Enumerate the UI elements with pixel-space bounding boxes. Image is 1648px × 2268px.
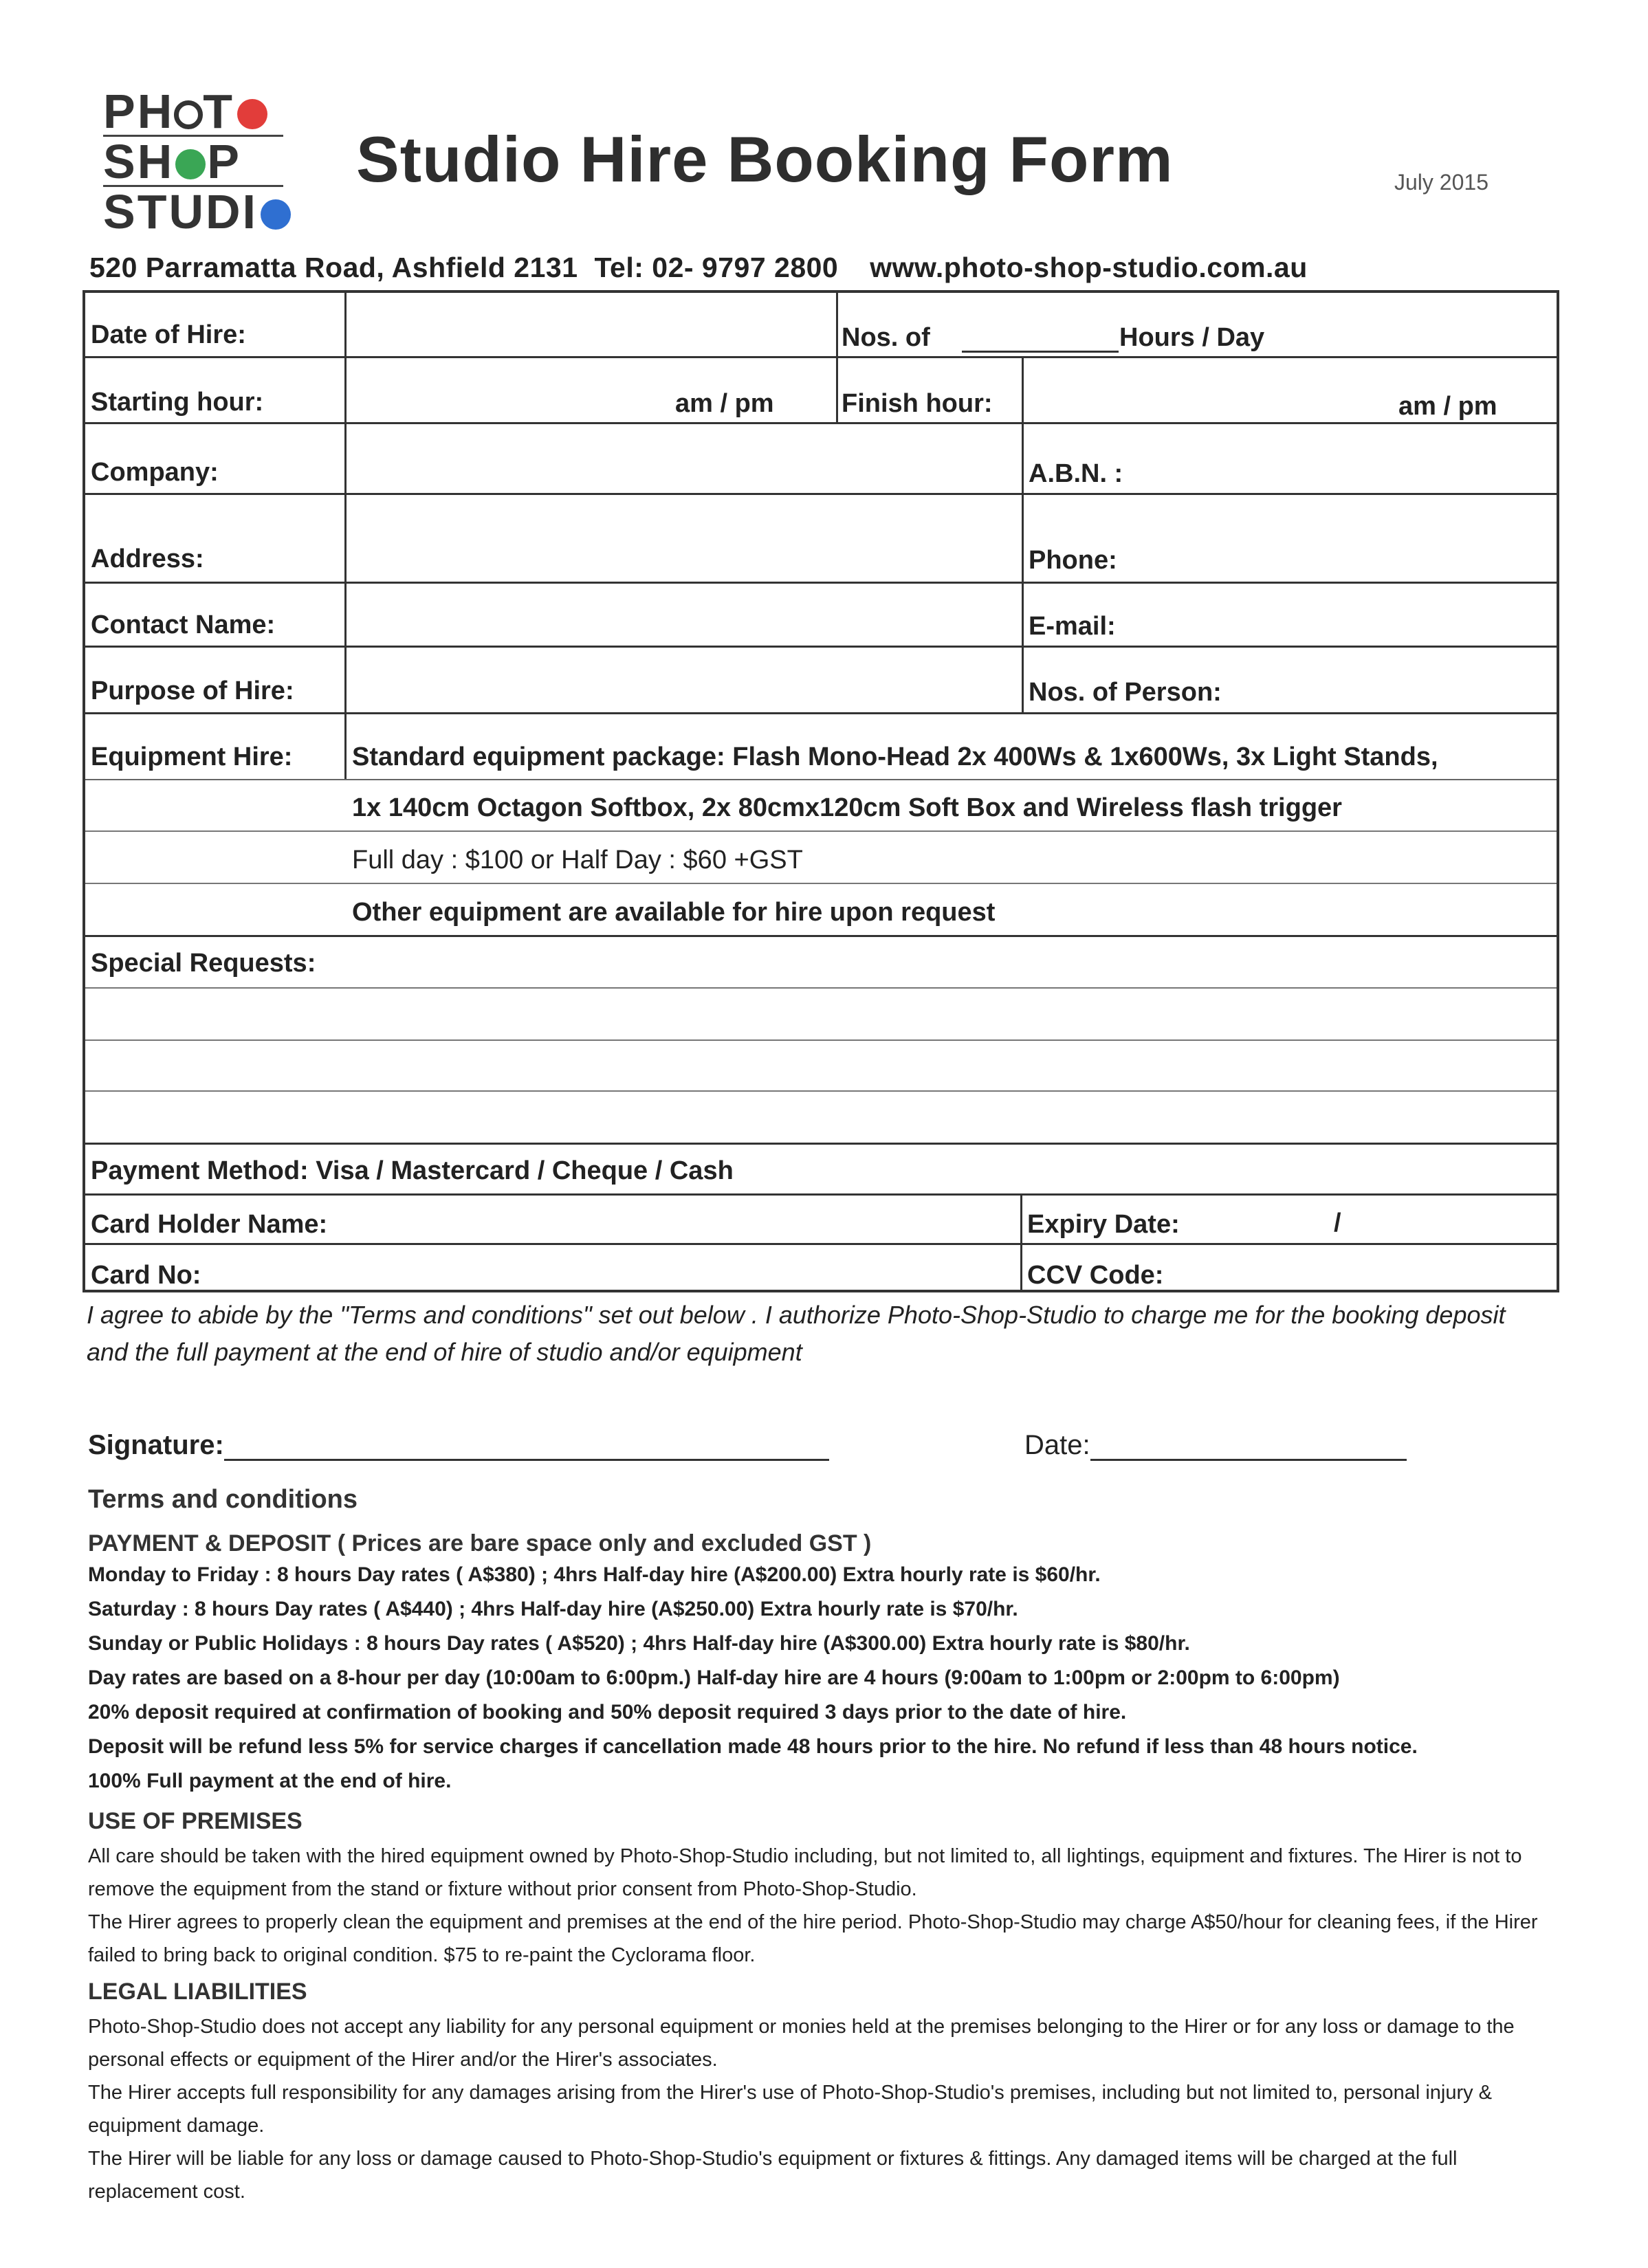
col-divider (344, 293, 347, 779)
use-of-premises-heading: USE OF PREMISES (88, 1808, 303, 1834)
start-ampm-label: am / pm (675, 389, 774, 418)
logo-text-studi: STUDI (103, 185, 258, 239)
row-divider-thin (85, 779, 1557, 780)
row-divider (85, 582, 1557, 584)
red-dot-icon (237, 99, 267, 129)
abn-label: A.B.N. : (1029, 459, 1123, 488)
equipment-line: Other equipment are available for hire upon request (352, 898, 996, 927)
card-holder-label: Card Holder Name: (91, 1210, 328, 1239)
col-divider (1022, 422, 1024, 712)
row-divider-thin (85, 883, 1557, 884)
nos-person-label: Nos. of Person: (1029, 678, 1222, 707)
date-of-hire-label: Date of Hire: (91, 320, 246, 349)
contact-name-field[interactable] (348, 584, 1019, 645)
equipment-line: Standard equipment package: Flash Mono-Head 2x 400Ws & 1x600Ws, 3x Light Stands, (352, 742, 1438, 771)
logo-text-p: P (207, 135, 241, 188)
signature-row (88, 1430, 829, 1461)
row-divider (85, 1243, 1557, 1245)
studio-logo (103, 85, 289, 239)
payment-term-line: Day rates are based on a 8-hour per day (10:00am to 6:00pm.) Half-day hire are 4 hours (9:00am to 1:00pm or 2:00pm to 6:00pm) (88, 1666, 1340, 1689)
nos-of-label: Nos. of (842, 323, 930, 352)
col-divider (1020, 1193, 1022, 1290)
starting-hour-label: Starting hour: (91, 388, 264, 417)
finish-hour-field[interactable] (1026, 359, 1438, 421)
expiry-slash: / (1334, 1209, 1341, 1237)
legal-paragraph: The Hirer will be liable for any loss or damage caused to Photo-Shop-Studio's equipment or fixtures & fittings. Any damaged items will be charged at the full replacement cost. (88, 2148, 1458, 2203)
equipment-hire-label: Equipment Hire: (91, 742, 293, 771)
studio-address: 520 Parramatta Road, Ashfield 2131 (89, 252, 578, 283)
purpose-of-hire-label: Purpose of Hire: (91, 676, 294, 705)
ccv-label: CCV Code: (1027, 1261, 1164, 1290)
row-divider (85, 935, 1557, 937)
legal-paragraph: Photo-Shop-Studio does not accept any liability for any personal equipment or monies held at the premises belonging to the Hirer or for any loss or damage to the personal effects or equipment of the Hirer and/or the Hirer's associates. (88, 2016, 1515, 2071)
payment-term-line: 20% deposit required at confirmation of booking and 50% deposit required 3 days prior to the date of hire. (88, 1701, 1127, 1724)
card-holder-field[interactable] (395, 1196, 1013, 1242)
expiry-date-label: Expiry Date: (1027, 1210, 1180, 1239)
studio-address-line (89, 252, 1324, 284)
agreement-text: I agree to abide by the "Terms and conditions" set out below . I authorize Photo-Shop-Studio to charge me for the booking deposit and the full payment at the end of hire of studio and/or equipment (87, 1301, 1506, 1366)
row-divider (85, 1143, 1557, 1145)
row-divider (85, 422, 1557, 424)
row-divider-thin (85, 830, 1557, 832)
payment-deposit-heading: PAYMENT & DEPOSIT ( Prices are bare space only and excluded GST ) (88, 1530, 872, 1556)
payment-term-line: Deposit will be refund less 5% for service charges if cancellation made 48 hours prior to the hire. No refund if less than 48 hours notice. (88, 1735, 1418, 1758)
company-label: Company: (91, 458, 219, 487)
legal-liabilities-heading: LEGAL LIABILITIES (88, 1979, 307, 2005)
ccv-field[interactable] (1185, 1246, 1550, 1290)
equipment-price-line: Full day : $100 or Half Day : $60 +GST (352, 846, 803, 874)
purpose-of-hire-field[interactable] (348, 648, 1019, 711)
legal-terms (88, 2010, 1546, 2208)
date-line[interactable] (1090, 1431, 1407, 1461)
special-requests-label: Special Requests: (91, 949, 316, 978)
card-no-field[interactable] (209, 1246, 1013, 1290)
address-label: Address: (91, 544, 204, 573)
finish-hour-label: Finish hour: (842, 389, 993, 418)
logo-line-studio (103, 185, 289, 239)
logo-text-ph: PH (103, 85, 175, 138)
expiry-date-field[interactable] (1185, 1196, 1550, 1242)
special-requests-field[interactable] (85, 938, 1557, 1141)
logo-line-photo (103, 85, 289, 138)
logo-text-sh: SH (103, 135, 175, 188)
email-label: E-mail: (1029, 612, 1116, 641)
hours-per-day-field[interactable] (962, 323, 1119, 353)
signature-line[interactable] (224, 1431, 829, 1461)
phone-field[interactable] (1130, 496, 1550, 580)
date-label: Date: (1024, 1430, 1090, 1460)
payment-method-label: Payment Method: Visa / Mastercard / Cheque / Cash (91, 1156, 734, 1185)
blue-dot-icon (261, 199, 291, 230)
finish-ampm-label: am / pm (1398, 392, 1497, 421)
premises-paragraph: All care should be taken with the hired equipment owned by Photo-Shop-Studio including, but not limited to, all lightings, equipment and fixtures. The Hirer is not to remove the equipment from the stand or fixture without prior consent from Photo-Shop-Studio. (88, 1845, 1522, 1900)
terms-heading: Terms and conditions (88, 1485, 358, 1514)
contact-name-label: Contact Name: (91, 610, 276, 639)
nos-person-field[interactable] (1247, 648, 1550, 711)
payment-term-line: Saturday : 8 hours Day rates ( A$440) ; 4hrs Half-day hire (A$250.00) Extra hourly rate is $70/hr. (88, 1598, 1018, 1620)
starting-hour-field[interactable] (348, 359, 705, 421)
row-divider (85, 712, 1557, 714)
logo-line-shop (103, 135, 289, 188)
logo-text-t: T (203, 85, 235, 138)
form-version-date: July 2015 (1394, 170, 1488, 195)
row-divider (85, 1193, 1557, 1196)
studio-website: www.photo-shop-studio.com.au (870, 252, 1308, 283)
page-title: Studio Hire Booking Form (356, 123, 1174, 195)
payment-term-line: Sunday or Public Holidays : 8 hours Day rates ( A$520) ; 4hrs Half-day hire (A$300.00) Extra hourly rate is $80/hr. (88, 1632, 1190, 1655)
logo-o-ring (174, 100, 203, 129)
green-dot-icon (175, 149, 206, 179)
date-of-hire-field[interactable] (348, 293, 833, 355)
card-no-label: Card No: (91, 1261, 201, 1290)
payment-term-line: Monday to Friday : 8 hours Day rates ( A$380) ; 4hrs Half-day hire (A$200.00) Extra hourly rate is $60/hr. (88, 1563, 1101, 1586)
legal-paragraph: The Hirer accepts full responsibility for any damages arising from the Hirer's use of Photo-Shop-Studio's premises, including but not limited to, personal injury & equipment damage. (88, 2082, 1493, 2137)
payment-term-line: 100% Full payment at the end of hire. (88, 1770, 452, 1792)
row-divider (85, 356, 1557, 358)
signature-label: Signature: (88, 1430, 224, 1460)
premises-paragraph: The Hirer agrees to properly clean the equipment and premises at the end of the hire period. Photo-Shop-Studio may charge A$50/hour for cleaning fees, if the Hirer failed to bring back to original condition. $75 to re-paint the Cyclorama floor. (88, 1911, 1538, 1966)
date-row (1024, 1430, 1407, 1461)
premises-terms (88, 1840, 1546, 1972)
hours-day-label: Hours / Day (1119, 323, 1265, 352)
payment-terms-list (88, 1563, 1418, 1804)
address-field[interactable] (348, 496, 1019, 580)
studio-tel: Tel: 02- 9797 2800 (594, 252, 839, 283)
col-divider (1022, 356, 1024, 422)
row-divider (85, 493, 1557, 495)
col-divider (836, 293, 838, 422)
abn-field[interactable] (1130, 425, 1550, 491)
company-field[interactable] (348, 425, 1019, 491)
email-field[interactable] (1130, 584, 1550, 645)
phone-label: Phone: (1029, 546, 1117, 575)
equipment-line: 1x 140cm Octagon Softbox, 2x 80cmx120cm Soft Box and Wireless flash trigger (352, 793, 1342, 822)
booking-form-table (83, 290, 1559, 1292)
